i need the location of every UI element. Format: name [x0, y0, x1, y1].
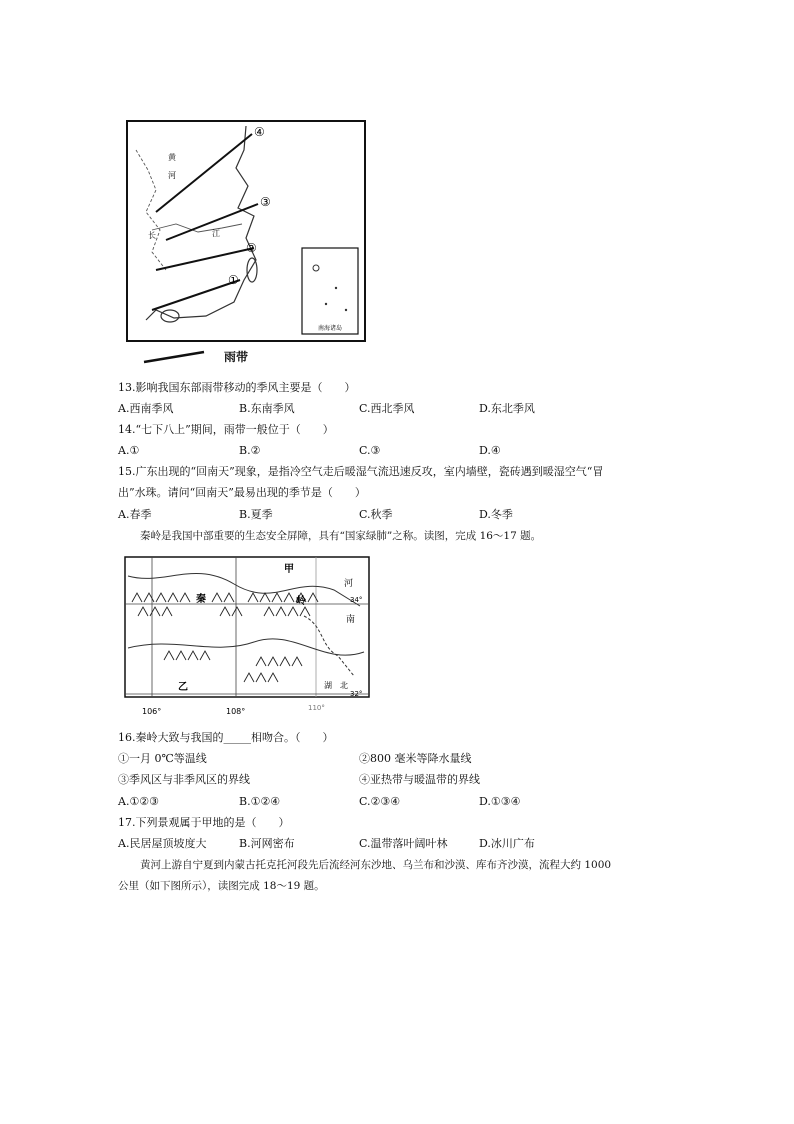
label-bei: 北: [340, 681, 348, 690]
q13-option-b[interactable]: B.东南季风: [239, 402, 295, 415]
region-label-chang: 长: [148, 231, 156, 240]
intro-16-17: 秦岭是我国中部重要的生态安全屏障，具有“国家绿肺”之称。读图，完成 16～17 题。: [140, 530, 542, 542]
q14-option-c[interactable]: C.③: [359, 444, 381, 457]
label-yi: 乙: [178, 682, 188, 693]
region-label-jiang: 江: [212, 229, 220, 238]
q17-option-c[interactable]: C.温带落叶阔叶林: [359, 837, 448, 850]
region-label-huang: 黄: [168, 153, 176, 162]
q14-option-b[interactable]: B.②: [239, 444, 261, 457]
marker-2: ②: [246, 241, 257, 255]
intro-18-19-line2: 公里（如下图所示），读图完成 18～19 题。: [118, 880, 325, 892]
q16-option-b[interactable]: B.①②④: [239, 795, 281, 808]
marker-4: ④: [254, 125, 265, 139]
legend-label: 雨带: [224, 350, 249, 364]
marker-1: ①: [228, 273, 239, 287]
q16-stem: 16.秦岭大致与我国的_____相吻合。（ ）: [118, 731, 334, 744]
q17-option-b[interactable]: B.河网密布: [239, 837, 295, 850]
q16-item-3: ③季风区与非季风区的界线: [118, 773, 250, 786]
q15-stem-line2: 出”水珠。请问“回南天”最易出现的季节是（ ）: [118, 486, 366, 499]
label-ling: 岭: [296, 596, 306, 607]
q16-item-1: ①一月 0℃等温线: [118, 752, 207, 765]
q13-option-a[interactable]: A.西南季风: [118, 402, 174, 415]
q14-option-a[interactable]: A.①: [118, 444, 140, 457]
q13-option-d[interactable]: D.东北季风: [479, 402, 535, 415]
label-lat-32: 32°: [350, 690, 363, 698]
label-lon-110: 110°: [308, 704, 325, 712]
q16-option-a[interactable]: A.①②③: [118, 795, 160, 808]
q15-option-c[interactable]: C.秋季: [359, 508, 393, 521]
q15-option-d[interactable]: D.冬季: [479, 508, 513, 521]
inset-label: 南海诸岛: [318, 325, 343, 332]
q15-option-b[interactable]: B.夏季: [239, 508, 273, 521]
intro-18-19-line1: 黄河上游自宁夏到内蒙古托克托河段先后流经河东沙地、乌兰布和沙漠、库布齐沙漠，流程大约 1000: [140, 859, 612, 871]
q17-option-d[interactable]: D.冰川广布: [479, 837, 535, 850]
q17-option-a[interactable]: A.民居屋顶坡度大: [118, 837, 207, 850]
legend-line: [140, 346, 380, 370]
q13-option-c[interactable]: C.西北季风: [359, 402, 415, 415]
label-he: 河: [344, 579, 354, 589]
q14-stem: 14.“七下八上”期间，雨带一般位于（ ）: [118, 423, 334, 436]
rain-belt-map: [126, 120, 366, 342]
qinling-map: [124, 556, 370, 720]
label-lat-34: 34°: [350, 596, 363, 604]
q14-option-d[interactable]: D.④: [479, 444, 501, 457]
label-lon-108: 108°: [226, 707, 246, 716]
q15-stem-line1: 15.广东出现的“回南天”现象，是指冷空气走后暖湿气流迅速反攻，室内墙壁，瓷砖遇到暖湿空气“冒: [118, 465, 604, 478]
label-jia: 甲: [284, 564, 294, 575]
label-nan: 南: [346, 615, 356, 625]
q16-option-c[interactable]: C.②③④: [359, 795, 401, 808]
region-label-he: 河: [168, 171, 176, 180]
label-qin: 秦: [196, 594, 206, 605]
label-lon-106: 106°: [142, 707, 162, 716]
q16-item-2: ②800 毫米等降水量线: [359, 752, 472, 765]
q16-item-4: ④亚热带与暖温带的界线: [359, 773, 480, 786]
q13-stem: 13.影响我国东部雨带移动的季风主要是（ ）: [118, 381, 356, 394]
label-hu: 湖: [324, 681, 332, 690]
q16-option-d[interactable]: D.①③④: [479, 795, 521, 808]
marker-3: ③: [260, 195, 271, 209]
q15-option-a[interactable]: A.春季: [118, 508, 152, 521]
q17-stem: 17.下列景观属于甲地的是（ ）: [118, 816, 290, 829]
south-sea-inset: [302, 248, 358, 334]
